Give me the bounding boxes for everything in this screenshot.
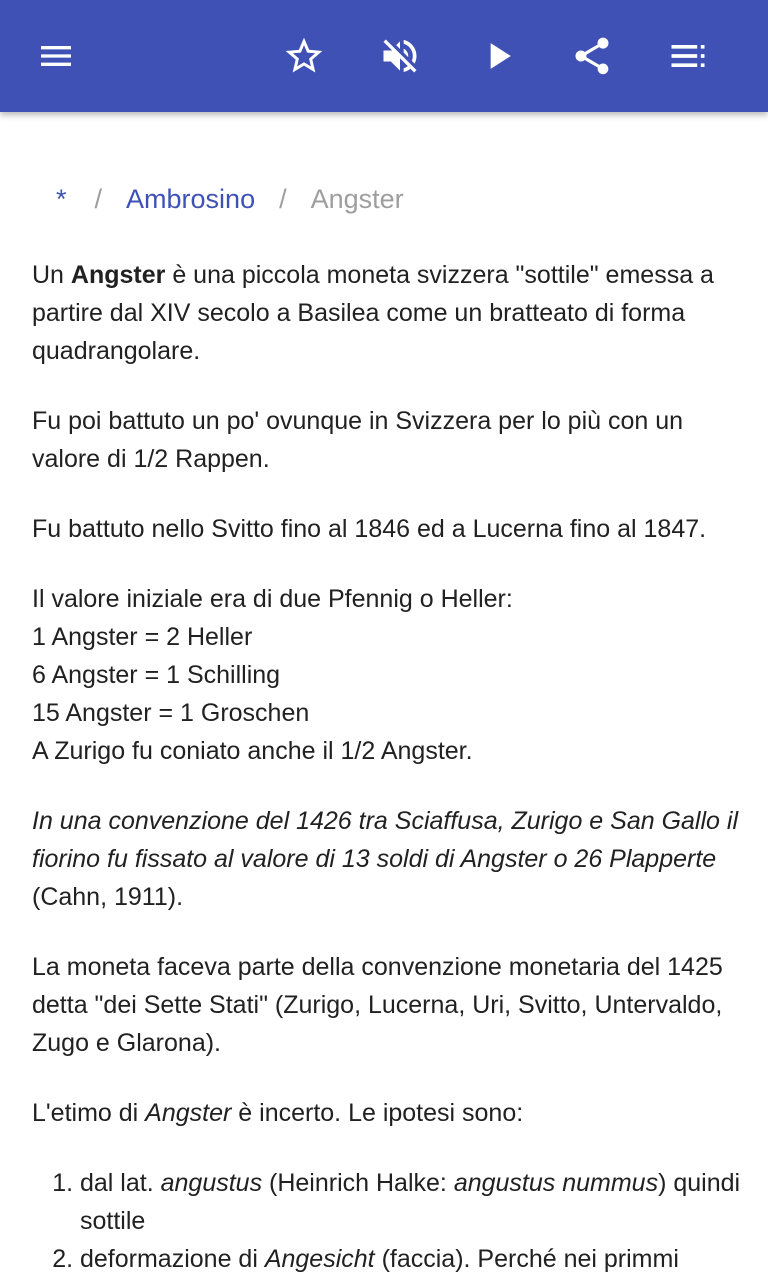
p1-text-post: è una piccola moneta svizzera "sottile" emessa a partire dal XIV secolo a Basilea come un bratteato di forma quadrangolare. bbox=[32, 261, 714, 365]
p4-line: Il valore iniziale era di due Pfennig o Heller: bbox=[32, 585, 513, 613]
page-content bbox=[0, 112, 768, 1280]
p7-text-pre: L'etimo di bbox=[32, 1099, 146, 1127]
p5-citation: (Cahn, 1911). bbox=[32, 883, 184, 911]
p7-text-post: è incerto. Le ipotesi sono: bbox=[231, 1099, 524, 1127]
breadcrumb-home-link[interactable]: * bbox=[56, 184, 67, 214]
favorite-button[interactable] bbox=[276, 28, 332, 84]
table-of-contents-button[interactable] bbox=[660, 28, 716, 84]
list-item-italic: angustus nummus bbox=[453, 1169, 659, 1197]
list-item-italic: angustus bbox=[160, 1169, 263, 1197]
article-paragraph-3: Fu battuto nello Svitto fino al 1846 ed a Lucerna fino al 1847. bbox=[32, 515, 707, 543]
breadcrumb-parent-link[interactable]: Ambrosino bbox=[126, 184, 256, 214]
p4-line: 6 Angster = 1 Schilling bbox=[32, 661, 281, 689]
breadcrumb-separator: / bbox=[279, 184, 287, 214]
list-item bbox=[80, 1240, 744, 1278]
hamburger-menu-icon bbox=[36, 36, 76, 76]
article-paragraph-2: Fu poi battuto un po' ovunque in Svizzera per lo più con un valore di 1/2 Rappen. bbox=[32, 407, 684, 473]
breadcrumb-current: Angster bbox=[310, 184, 404, 214]
play-button[interactable] bbox=[470, 28, 526, 84]
share-button[interactable] bbox=[564, 28, 620, 84]
list-item-italic: Angesicht bbox=[264, 1245, 375, 1273]
etymology-list bbox=[32, 1164, 744, 1278]
menu-button[interactable] bbox=[28, 28, 84, 84]
article-paragraph-6: La moneta faceva parte della convenzione monetaria del 1425 detta "dei Sette Stati" (Zurigo, Lucerna, Uri, Svitto, Untervaldo, Zugo e Glarona). bbox=[32, 953, 723, 1057]
breadcrumb bbox=[56, 182, 404, 216]
p4-line: 1 Angster = 2 Heller bbox=[32, 623, 253, 651]
list-item-text: dal lat. bbox=[80, 1169, 161, 1197]
play-icon bbox=[476, 34, 520, 78]
app-toolbar bbox=[0, 0, 768, 112]
article-paragraph-7 bbox=[32, 1094, 744, 1132]
article-paragraph-1 bbox=[32, 256, 744, 370]
p7-italic: Angster bbox=[145, 1099, 232, 1127]
list-item-text: deformazione di bbox=[80, 1245, 265, 1273]
list-item-text: ) quindi sottile bbox=[80, 1169, 741, 1235]
list-icon bbox=[666, 34, 710, 78]
p1-text-pre: Un bbox=[32, 261, 71, 289]
list-item bbox=[80, 1164, 744, 1240]
p4-line: A Zurigo fu coniato anche il 1/2 Angster. bbox=[32, 737, 473, 765]
mute-button[interactable] bbox=[372, 28, 428, 84]
volume-off-icon bbox=[378, 34, 422, 78]
star-outline-icon bbox=[282, 34, 326, 78]
p4-line: 15 Angster = 1 Groschen bbox=[32, 699, 310, 727]
p1-title-bold: Angster bbox=[70, 261, 166, 289]
breadcrumb-separator: / bbox=[94, 184, 103, 214]
article-paragraph-5 bbox=[32, 802, 744, 916]
article-body bbox=[32, 256, 744, 1278]
p5-italic-quote: In una convenzione del 1426 tra Sciaffusa, Zurigo e San Gallo il fiorino fu fissato al valore di 13 soldi di Angster o 26 Plapperte bbox=[32, 807, 738, 873]
list-item-text: (Heinrich Halke: bbox=[262, 1169, 454, 1197]
share-icon bbox=[570, 34, 614, 78]
article-paragraph-4 bbox=[32, 580, 744, 770]
list-item-text: (faccia). Perché nei primmi bbox=[374, 1245, 679, 1273]
